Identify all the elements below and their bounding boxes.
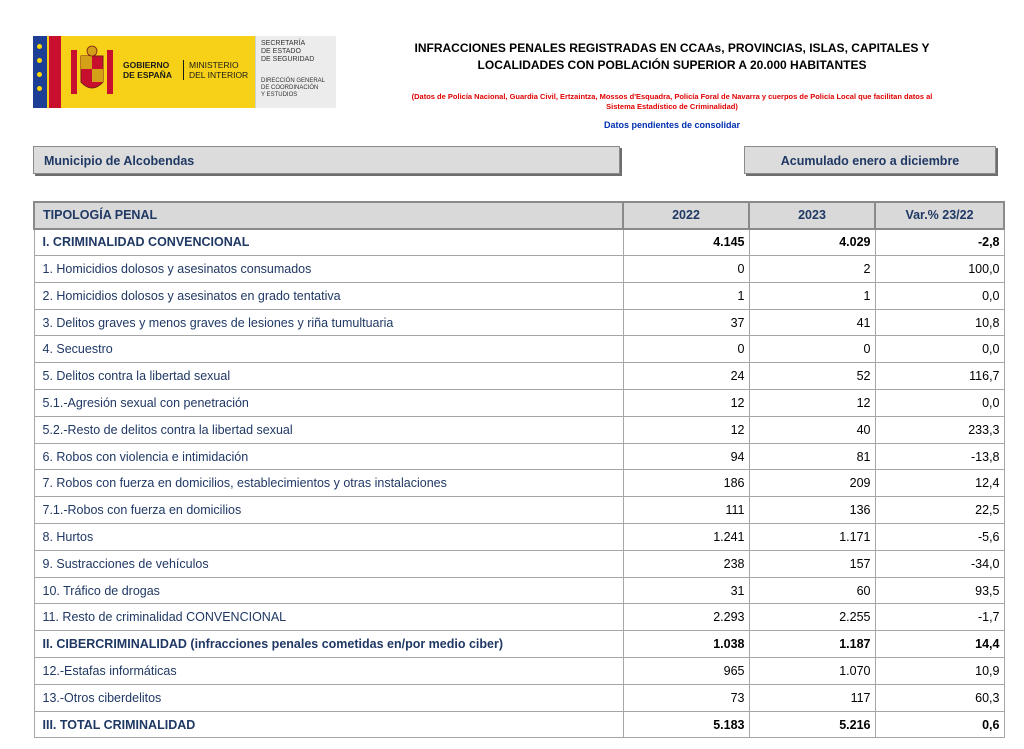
header-tipologia: TIPOLOGÍA PENAL — [34, 202, 623, 229]
table-row — [34, 309, 1004, 336]
value-var: 0,0 — [875, 390, 1004, 417]
row-label: 6. Robos con violencia e intimidación — [34, 443, 623, 470]
value-2023: 136 — [749, 497, 875, 524]
row-label: 5.2.-Resto de delitos contra la libertad sexual — [34, 416, 623, 443]
value-var: -34,0 — [875, 550, 1004, 577]
row-label: 11. Resto de criminalidad CONVENCIONAL — [34, 604, 623, 631]
table-row — [34, 604, 1004, 631]
value-2022: 186 — [623, 470, 749, 497]
value-var: -13,8 — [875, 443, 1004, 470]
value-2022: 0 — [623, 256, 749, 283]
value-var: 0,6 — [875, 711, 1004, 738]
table-row — [34, 550, 1004, 577]
value-2022: 1.241 — [623, 524, 749, 551]
table-header-row — [34, 202, 1004, 229]
row-label: 10. Tráfico de drogas — [34, 577, 623, 604]
value-2022: 31 — [623, 577, 749, 604]
row-label: 13.-Otros ciberdelitos — [34, 684, 623, 711]
value-var: 12,4 — [875, 470, 1004, 497]
row-label: 1. Homicidios dolosos y asesinatos consumados — [34, 256, 623, 283]
value-2023: 2 — [749, 256, 875, 283]
pending-notice: Datos pendientes de consolidar — [603, 120, 741, 130]
value-2022: 12 — [623, 416, 749, 443]
row-label: 4. Secuestro — [34, 336, 623, 363]
value-var: 93,5 — [875, 577, 1004, 604]
row-label: 7. Robos con fuerza en domicilios, establecimientos y otras instalaciones — [34, 470, 623, 497]
direccion-text: DIRECCIÓN GENERAL DE COORDINACIÓN Y ESTUDIOS — [261, 78, 326, 98]
value-2023: 1.187 — [749, 631, 875, 658]
value-2023: 157 — [749, 550, 875, 577]
value-2022: 37 — [623, 309, 749, 336]
gobierno-text: GOBIERNO DE ESPAÑA — [123, 60, 172, 80]
value-2022: 111 — [623, 497, 749, 524]
value-var: 100,0 — [875, 256, 1004, 283]
row-label: 2. Homicidios dolosos y asesinatos en grado tentativa — [34, 282, 623, 309]
secretaria-text: SECRETARÍA DE ESTADO DE SEGURIDAD — [261, 40, 315, 63]
value-2023: 117 — [749, 684, 875, 711]
table-row — [34, 711, 1004, 738]
table-row — [34, 443, 1004, 470]
value-var: 0,0 — [875, 282, 1004, 309]
value-2023: 2.255 — [749, 604, 875, 631]
logo-yellow-panel — [33, 36, 255, 108]
header-2022: 2022 — [623, 202, 749, 229]
header-2023: 2023 — [749, 202, 875, 229]
row-label: 5. Delitos contra la libertad sexual — [34, 363, 623, 390]
table-row — [34, 658, 1004, 685]
row-label: 8. Hurtos — [34, 524, 623, 551]
flag-stripe-icon — [49, 36, 61, 108]
value-2023: 12 — [749, 390, 875, 417]
value-2022: 1.038 — [623, 631, 749, 658]
value-2022: 1 — [623, 282, 749, 309]
value-2022: 4.145 — [623, 229, 749, 256]
row-label: 7.1.-Robos con fuerza en domicilios — [34, 497, 623, 524]
value-var: 10,9 — [875, 658, 1004, 685]
ministry-logo — [33, 36, 335, 108]
value-var: 22,5 — [875, 497, 1004, 524]
header-var: Var.% 23/22 — [875, 202, 1004, 229]
table-row — [34, 390, 1004, 417]
value-var: 0,0 — [875, 336, 1004, 363]
value-2022: 0 — [623, 336, 749, 363]
value-var: 116,7 — [875, 363, 1004, 390]
row-label: III. TOTAL CRIMINALIDAD — [34, 711, 623, 738]
table-row — [34, 470, 1004, 497]
value-2022: 24 — [623, 363, 749, 390]
value-2023: 0 — [749, 336, 875, 363]
table-row — [34, 497, 1004, 524]
period-box: Acumulado enero a diciembre — [744, 146, 996, 174]
value-var: -1,7 — [875, 604, 1004, 631]
value-2023: 5.216 — [749, 711, 875, 738]
page-subtitle: (Datos de Policía Nacional, Guardia Civil, Ertzaintza, Mossos d'Esquadra, Policía Foral de Navarra y cuerpos de Policía Local que facilitan datos al Sistema Estadístico de Criminalidad) — [411, 92, 933, 111]
value-2023: 1 — [749, 282, 875, 309]
coat-of-arms-icon — [67, 44, 117, 100]
value-var: 233,3 — [875, 416, 1004, 443]
value-var: -5,6 — [875, 524, 1004, 551]
table-row — [34, 363, 1004, 390]
table-row — [34, 416, 1004, 443]
row-label: 3. Delitos graves y menos graves de lesiones y riña tumultuaria — [34, 309, 623, 336]
ministerio-text: MINISTERIO DEL INTERIOR — [183, 60, 248, 80]
value-var: 10,8 — [875, 309, 1004, 336]
value-2022: 238 — [623, 550, 749, 577]
value-2022: 12 — [623, 390, 749, 417]
eu-flag-icon — [33, 36, 47, 108]
value-2023: 40 — [749, 416, 875, 443]
value-2022: 5.183 — [623, 711, 749, 738]
value-2023: 1.171 — [749, 524, 875, 551]
crime-table — [33, 201, 1005, 738]
value-2022: 94 — [623, 443, 749, 470]
table-row — [34, 256, 1004, 283]
value-2023: 60 — [749, 577, 875, 604]
value-2023: 209 — [749, 470, 875, 497]
value-var: 14,4 — [875, 631, 1004, 658]
table-row — [34, 577, 1004, 604]
table-row — [34, 631, 1004, 658]
table-row — [34, 229, 1004, 256]
row-label: I. CRIMINALIDAD CONVENCIONAL — [34, 229, 623, 256]
row-label: 5.1.-Agresión sexual con penetración — [34, 390, 623, 417]
value-2023: 41 — [749, 309, 875, 336]
logo-gray-panel — [255, 36, 336, 108]
value-2023: 4.029 — [749, 229, 875, 256]
municipality-box: Municipio de Alcobendas — [33, 146, 620, 174]
value-2022: 965 — [623, 658, 749, 685]
table-row — [34, 336, 1004, 363]
row-label: II. CIBERCRIMINALIDAD (infracciones penales cometidas en/por medio ciber) — [34, 631, 623, 658]
value-2023: 81 — [749, 443, 875, 470]
table-row — [34, 282, 1004, 309]
page-title: INFRACCIONES PENALES REGISTRADAS EN CCAAs, PROVINCIAS, ISLAS, CAPITALES Y LOCALIDADES CON POBLACIÓN SUPERIOR A 20.000 HABITANTES — [414, 41, 930, 72]
row-label: 12.-Estafas informáticas — [34, 658, 623, 685]
value-var: -2,8 — [875, 229, 1004, 256]
table-row — [34, 524, 1004, 551]
value-var: 60,3 — [875, 684, 1004, 711]
table-row — [34, 684, 1004, 711]
value-2023: 1.070 — [749, 658, 875, 685]
value-2023: 52 — [749, 363, 875, 390]
row-label: 9. Sustracciones de vehículos — [34, 550, 623, 577]
value-2022: 2.293 — [623, 604, 749, 631]
value-2022: 73 — [623, 684, 749, 711]
